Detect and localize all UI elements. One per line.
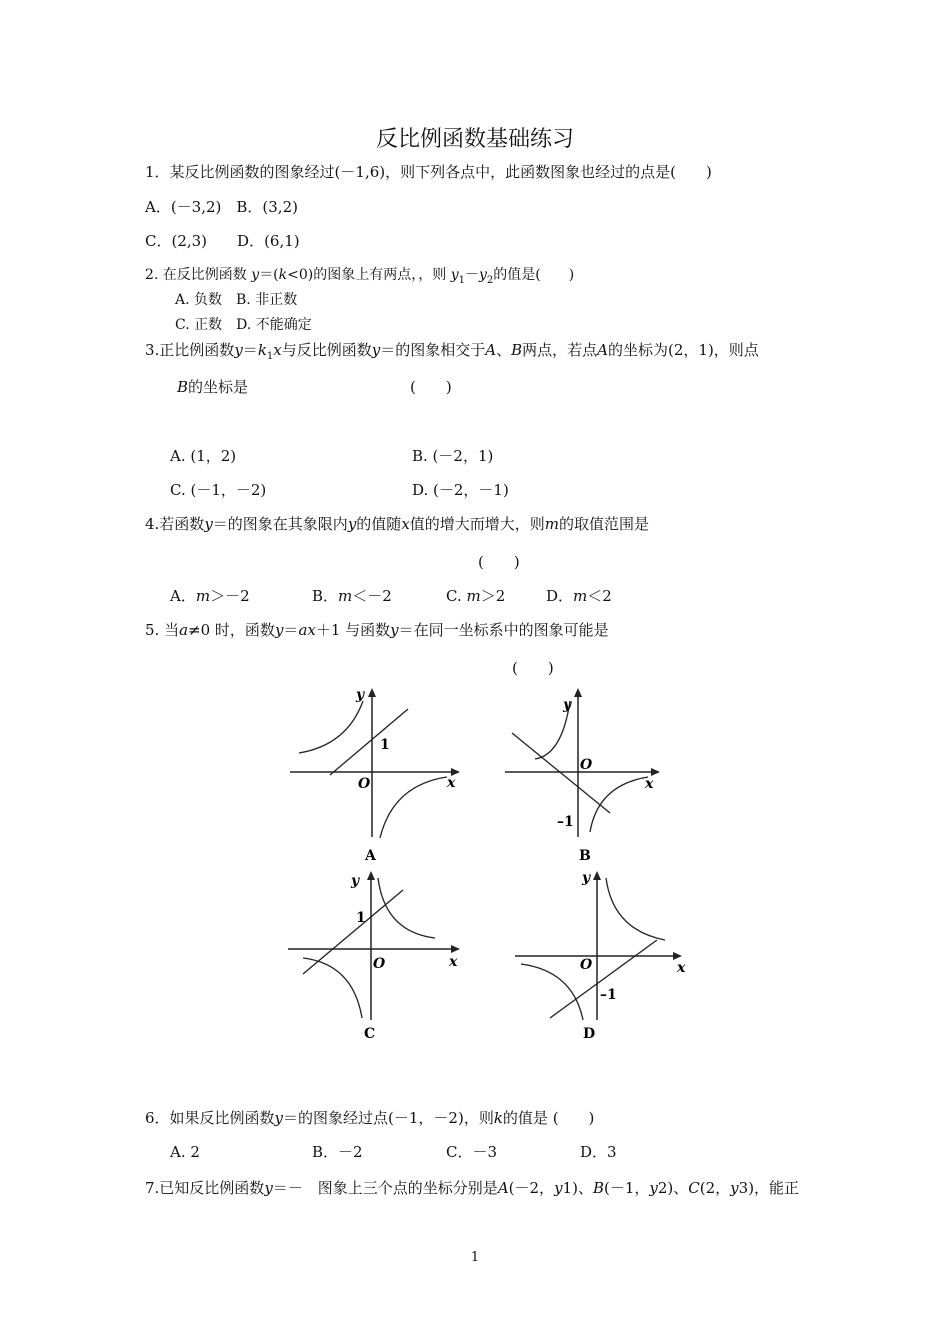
q6-var: k: [493, 1109, 503, 1127]
origin-label: O: [580, 957, 593, 973]
q5-text: 5. 当: [145, 621, 180, 639]
q2-var: y: [450, 267, 459, 283]
q3-sub: 1: [266, 351, 274, 362]
q7-text: (2，: [699, 1179, 731, 1197]
intercept-label: 1: [356, 910, 366, 926]
q4-var: m: [195, 587, 211, 605]
q3-var: k: [257, 341, 267, 359]
hyperbola-branch-right: [606, 878, 665, 940]
q6-text: 6．如果反比例函数: [145, 1109, 275, 1127]
q4-text: B．: [312, 587, 339, 605]
q4-var: m: [338, 587, 353, 605]
q3-option-a: A. (1，2): [170, 447, 237, 465]
q6-option-a: A. 2: [170, 1143, 200, 1161]
q2-text: －: [465, 267, 479, 283]
hyperbola-branch-left: [521, 964, 583, 1020]
graph-c-svg: [285, 868, 475, 1048]
graph-label: B: [579, 848, 591, 864]
graph-label: A: [365, 848, 376, 864]
axis-y-label: y: [563, 697, 572, 713]
q4-option-a: [170, 586, 250, 606]
q4-text: ＜－2: [352, 587, 392, 605]
graph-b-svg: [500, 685, 680, 865]
q6-text: ＝的图象经过点(－1，－2)，则: [283, 1109, 494, 1127]
q2-var: y: [479, 267, 487, 283]
q7-var: B: [592, 1179, 604, 1197]
q4-text: 的值随: [356, 515, 402, 533]
intercept-label: –1: [557, 814, 574, 830]
y-axis-arrow-icon: [368, 688, 376, 697]
q4-option-b: [312, 586, 392, 606]
q7-var: y: [649, 1179, 658, 1197]
q3-var: B: [511, 341, 523, 359]
q5-text: ＝: [283, 621, 299, 639]
graph-d-svg: [505, 868, 695, 1048]
axis-x-label: x: [677, 960, 686, 976]
q7-text: (－1，: [603, 1179, 650, 1197]
q2-sub: 2: [486, 274, 494, 286]
x-axis-arrow-icon: [673, 952, 682, 960]
q4-var: m: [544, 515, 560, 533]
q4-text: 4.若函数: [145, 515, 205, 533]
linear-line: [330, 709, 408, 775]
q6-var: y: [274, 1109, 284, 1127]
q2-text: <0)的图象上有两点，，则: [287, 267, 451, 283]
q4-text: 的取值范围是: [559, 515, 650, 533]
graph-a: [285, 685, 475, 865]
q5-var: a: [179, 621, 189, 639]
axis-x-label: x: [645, 776, 654, 792]
q7-var: A: [497, 1179, 509, 1197]
q2-stem: [145, 265, 574, 291]
y-axis-arrow-icon: [593, 871, 601, 880]
q3-var: x: [273, 341, 282, 359]
q7-text: ＝－ 图象上三个点的坐标分别是: [272, 1179, 498, 1197]
q4-stem: [145, 514, 649, 534]
q3-option-d: D. (－2，－1): [412, 481, 509, 499]
q4-var: y: [204, 515, 213, 533]
hyperbola-branch-right: [380, 777, 447, 838]
q6-option-c: C．－3: [446, 1143, 498, 1161]
q3-option-c: C. (－1，－2): [170, 481, 267, 499]
q3-text: 两点，若点: [522, 341, 598, 359]
hyperbola-branch-left: [299, 701, 363, 753]
intercept-label: 1: [380, 737, 390, 753]
q2-var: y: [251, 267, 260, 283]
q3-text: 的坐标是: [188, 378, 249, 396]
axis-y-label: y: [351, 873, 360, 889]
q5-text: ≠0 时，函数: [188, 621, 275, 639]
q3-option-b: B. (－2，1): [412, 447, 494, 465]
graph-label: C: [364, 1026, 376, 1042]
y-axis-arrow-icon: [574, 688, 582, 697]
q4-answer-paren: ( ): [478, 553, 520, 571]
q5-stem: [145, 620, 609, 640]
q2-sub: 1: [458, 274, 465, 286]
intercept-label: –1: [600, 987, 617, 1003]
hyperbola-branch-right: [378, 878, 435, 938]
q4-var: m: [466, 587, 481, 605]
q5-answer-paren: ( ): [512, 659, 554, 677]
q3-text: ＝: [242, 341, 258, 359]
origin-label: O: [373, 956, 386, 972]
axis-x-label: x: [449, 954, 458, 970]
q4-text: A．: [170, 587, 196, 605]
origin-label: O: [580, 757, 593, 773]
y-axis-arrow-icon: [367, 871, 375, 880]
q7-var: y: [730, 1179, 739, 1197]
q7-var: C: [688, 1179, 700, 1197]
graph-d: [505, 868, 695, 1048]
q7-stem: [145, 1178, 799, 1198]
q4-text: ＞－2: [210, 587, 250, 605]
q4-var: y: [347, 515, 357, 533]
q1-options-row2: C．(2,3) D．(6,1): [145, 232, 300, 250]
q5-var: y: [274, 621, 284, 639]
q2-var: k: [278, 267, 288, 283]
q3-var: y: [371, 341, 381, 359]
x-axis-arrow-icon: [651, 768, 660, 776]
q7-text: 2)、: [657, 1179, 689, 1197]
q4-text: ＞2: [480, 587, 506, 605]
q4-text: ＜2: [587, 587, 612, 605]
origin-label: O: [358, 776, 371, 792]
q3-var: B: [177, 378, 189, 396]
q5-var: ax: [298, 621, 316, 639]
q5-var: y: [390, 621, 399, 639]
q6-option-b: B．－2: [312, 1143, 363, 1161]
q2-options-row1: A. 负数 B. 非正数: [175, 292, 298, 308]
q7-var: y: [264, 1179, 273, 1197]
q4-text: C.: [446, 587, 467, 605]
graph-label: D: [583, 1026, 596, 1042]
linear-line: [303, 890, 403, 974]
q3-var: y: [234, 341, 243, 359]
q4-text: 值的增大而增大，则: [409, 515, 545, 533]
graph-c: [285, 868, 475, 1048]
page-title: 反比例函数基础练习: [375, 127, 574, 152]
q3-text: 的坐标为(2，1)，则点: [608, 341, 759, 359]
q3-text: ＝的图象相交于: [380, 341, 486, 359]
linear-line: [550, 940, 657, 1018]
q4-option-c: [446, 586, 505, 606]
q4-text: D．: [546, 587, 574, 605]
q3-text: 与反比例函数: [281, 341, 372, 359]
linear-line: [512, 733, 610, 813]
q2-options-row2: C. 正数 D. 不能确定: [175, 317, 312, 333]
q2-text: 2. 在反比例函数: [145, 267, 252, 283]
q5-text: ＝在同一坐标系中的图象可能是: [398, 621, 609, 639]
q6-text: 的值是 ( ): [502, 1109, 595, 1127]
q7-text: 1)、: [562, 1179, 593, 1197]
page-number: 1: [470, 1250, 480, 1265]
q4-var: x: [401, 515, 410, 533]
q2-text: 的值是( ): [493, 267, 575, 283]
q1-options-row1: A．(－3,2) B．(3,2): [145, 198, 298, 216]
q5-text: ＋1 与函数: [315, 621, 391, 639]
graph-b: [500, 685, 680, 865]
axis-y-label: y: [356, 687, 365, 703]
q7-text: 3)，能正: [738, 1179, 800, 1197]
axis-y-label: y: [582, 870, 591, 886]
q3-stem: [145, 340, 759, 367]
x-axis-arrow-icon: [451, 945, 460, 953]
graph-a-svg: [285, 685, 475, 865]
q3-text: 、: [496, 341, 512, 359]
q3-text: 3.正比例函数: [145, 341, 235, 359]
q1-stem: 1．某反比例函数的图象经过(－1,6)，则下列各点中，此函数图象也经过的点是( ): [145, 163, 712, 181]
q4-option-d: [546, 586, 612, 606]
q3-stem-line2: [177, 377, 248, 397]
q2-text: ＝(: [259, 267, 279, 283]
q7-var: y: [554, 1179, 563, 1197]
q4-var: m: [573, 587, 588, 605]
q7-text: 7.已知反比例函数: [145, 1179, 265, 1197]
q4-text: ＝的图象在其象限内: [212, 515, 348, 533]
q6-stem: [145, 1108, 594, 1128]
q3-answer-paren: ( ): [410, 378, 452, 396]
axis-x-label: x: [447, 775, 456, 791]
q7-text: (－2，: [508, 1179, 555, 1197]
q6-option-d: D．3: [580, 1143, 617, 1161]
q3-var: A: [485, 341, 497, 359]
q3-var: A: [597, 341, 609, 359]
